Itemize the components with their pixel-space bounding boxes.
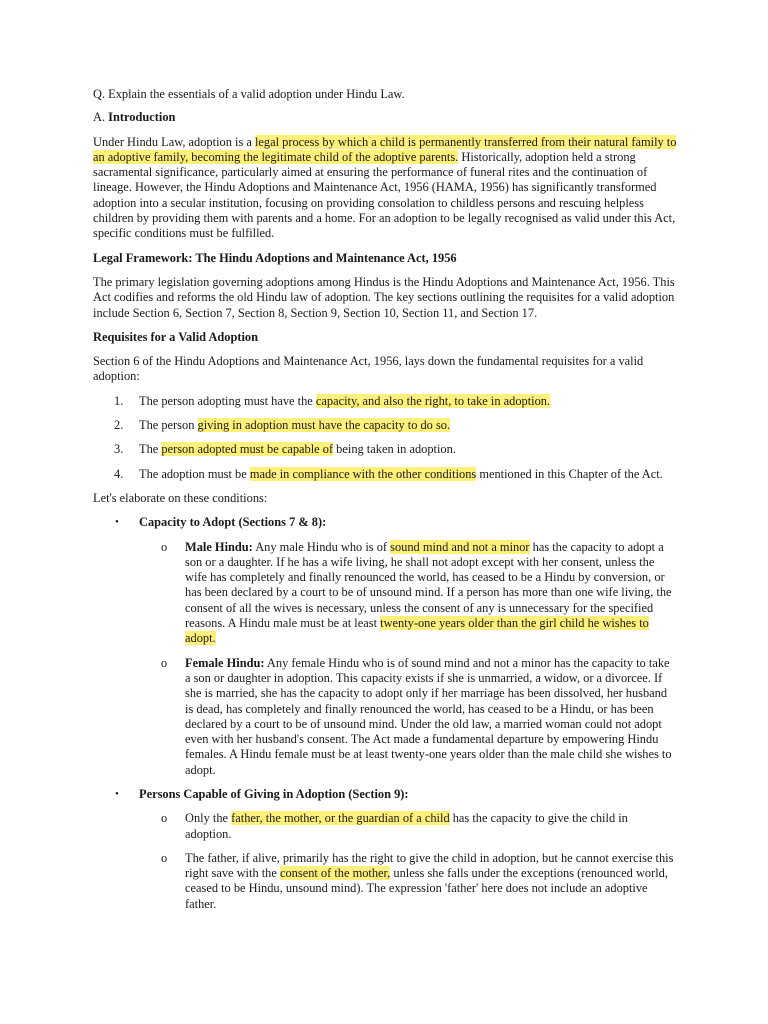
sub-item-text: Any female Hindu who is of sound mind and not a minor has the capacity to take a son or daughter in adoption. This capacity exists if she is unmarried, a widow, or a divorcee. If she is married, she has the capacity to adopt only if her marriage has been dissolved, her husband is dead, has completely and finally renounced the world, has ceased to be a Hindu, or has been declared by a court to be of unsound mind. Under the old law, a married woman could not adopt even with her husband's consent. The Act made a fundamental departure by empowering Hindu females. A Hindu female must be at least twenty-one years older than the male child she wishes to adopt. (185, 655, 672, 777)
framework-heading: Legal Framework: The Hindu Adoptions and Maintenance Act, 1956 (93, 250, 457, 265)
list-number: 3. (114, 442, 124, 457)
highlight: legal process by which a child is permanently transferred from their natural family to an adoptive family, becoming the legitimate child of the adoptive parents. (93, 134, 677, 164)
sub-item-text: Any male Hindu who is of (252, 539, 391, 554)
highlight: consent of the mother, (279, 866, 391, 881)
item-text-rest: being taken in adoption. (333, 442, 456, 457)
answer-prefix: A. (93, 110, 109, 125)
sub-item-label: Female Hindu: (185, 655, 265, 670)
item-text: The person (139, 418, 198, 433)
sub-item-text-rest: has the capacity to adopt a son or a daughter. If he has a wife living, he shall not adopt except with her consent, unless the wife has completely and finally renounced the world, has ceased to be a Hindu by conversion, or has been declared by a court to be of unsound mind. If a person has more than one wife living, the consent of all the wives is necessary, unless the consent of any is unnecessary for the specified reasons. A Hindu male must be at least (185, 539, 672, 631)
sub-bullet-icon: o (161, 539, 168, 554)
sub-item-text-rest: unless she falls under the exceptions (renounced world, ceased to be Hindu, unsound mind). The expression 'father' here does not include an adoptive father. (185, 866, 668, 911)
list-item (93, 394, 677, 409)
document-body (93, 87, 677, 921)
item-text-rest: mentioned in this Chapter of the Act. (476, 466, 663, 481)
bullet-icon: • (115, 787, 119, 800)
item-text: The person adopting must have the (139, 393, 316, 408)
highlight: capacity, and also the right, to take in adoption. (315, 393, 551, 408)
sub-item-guardian (93, 811, 677, 842)
list-number: 4. (114, 466, 124, 481)
question: Q. Explain the essentials of a valid adoption under Hindu Law. (93, 87, 405, 101)
highlight: sound mind and not a minor (390, 539, 530, 554)
highlight: person adopted must be capable of (161, 442, 334, 457)
bullet-heading: Capacity to Adopt (Sections 7 & 8): (139, 515, 327, 530)
requisites-intro: Section 6 of the Hindu Adoptions and Maintenance Act, 1956, lays down the fundamental requisites for a valid adoption: (93, 354, 644, 384)
highlight: giving in adoption must have the capacity to do so. (197, 418, 451, 433)
bullet-giving (93, 787, 677, 802)
sub-bullet-icon: o (161, 811, 168, 826)
sub-item-male (93, 540, 677, 647)
sub-bullet-icon: o (161, 850, 168, 865)
list-item (93, 442, 677, 457)
intro-text: Under Hindu Law, adoption is a (93, 134, 255, 149)
sub-item-label: Male Hindu: (185, 539, 253, 554)
elaborate-line: Let's elaborate on these conditions: (93, 490, 268, 505)
intro-heading-text: Introduction (108, 110, 176, 125)
intro-text-rest: Historically, adoption held a strong sacramental significance, particularly aimed at ensuring the performance of funeral rites and the continuation of lineage. However, the Hindu Adoptions and Maintenance Act, 1956 (HAMA, 1956) has significantly transformed adoption into a secular institution, focusing on providing consolation to childless persons and rescuing helpless children by providing them with parents and a home. For an adoption to be legally recognised as valid under this Act, specific conditions must be fulfilled. (93, 149, 676, 241)
intro-paragraph (93, 135, 677, 242)
intro-heading (93, 110, 677, 125)
item-text: The (139, 442, 162, 457)
requisites-heading: Requisites for a Valid Adoption (93, 329, 259, 344)
bullet-heading: Persons Capable of Giving in Adoption (Section 9): (139, 786, 409, 801)
list-number: 2. (114, 418, 124, 433)
list-item (93, 467, 677, 482)
framework-paragraph: The primary legislation governing adoptions among Hindus is the Hindu Adoptions and Maintenance Act, 1956. This Act codifies and reforms the old Hindu law of adoption. The key sections outlining the requisites for a valid adoption include Section 6, Section 7, Section 8, Section 9, Section 10, Section 11, and Section 17. (93, 274, 675, 320)
highlight: made in compliance with the other conditions (249, 466, 477, 481)
highlight: twenty-one years older than the girl child he wishes to adopt. (185, 616, 649, 646)
bullet-capacity (93, 515, 677, 530)
list-number: 1. (114, 393, 124, 408)
sub-item-father (93, 851, 677, 912)
list-item (93, 418, 677, 433)
item-text: The adoption must be (139, 466, 250, 481)
sub-item-text: Only the (185, 811, 232, 826)
bullet-icon: • (115, 516, 119, 529)
sub-bullet-icon: o (161, 655, 168, 670)
sub-item-text: The father, if alive, primarily has the right to give the child in adoption, but he cannot exercise this right save with the (185, 850, 674, 881)
sub-item-female (93, 656, 677, 778)
sub-item-text-rest: has the capacity to give the child in adoption. (185, 811, 628, 841)
highlight: father, the mother, or the guardian of a child (231, 811, 450, 826)
